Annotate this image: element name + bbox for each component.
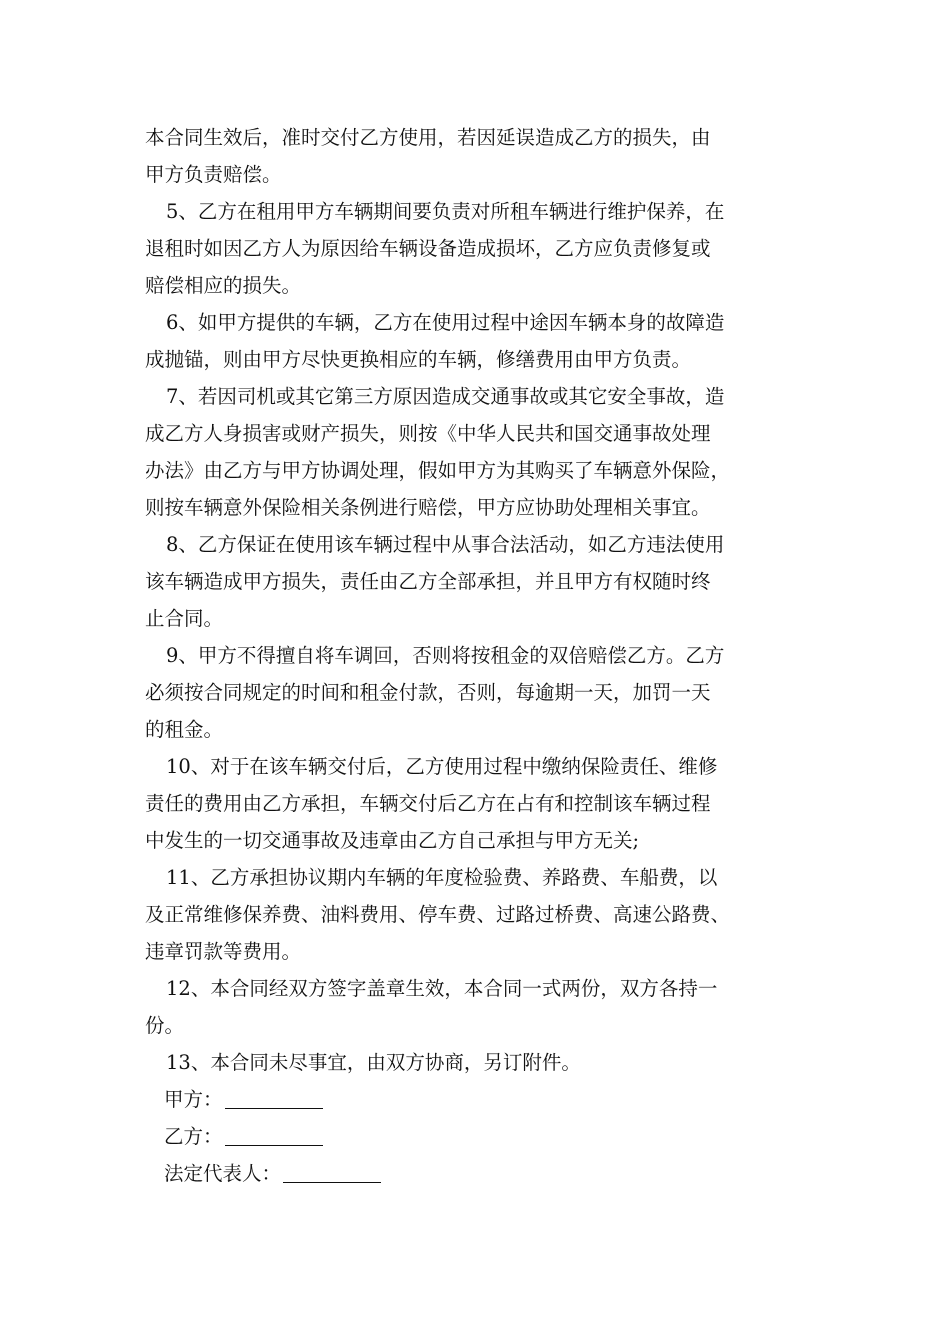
text-line: 12、本合同经双方签字盖章生效，本合同一式两份，双方各持一: [166, 977, 718, 1000]
contract-body: [145, 119, 825, 1081]
text-line: 的租金。: [145, 718, 224, 741]
clause-paragraph: [145, 526, 825, 637]
clause-paragraph: [145, 304, 825, 378]
clause-paragraph: [145, 378, 825, 526]
text-line: 则按车辆意外保险相关条例进行赔偿，甲方应协助处理相关事宜。: [145, 496, 711, 519]
clause-paragraph: [145, 748, 825, 859]
signature-block: [145, 1081, 825, 1192]
text-line: 8、乙方保证在使用该车辆过程中从事合法活动，如乙方违法使用: [166, 533, 725, 556]
signature-blank[interactable]: [225, 1123, 323, 1146]
text-line: 份。: [145, 1014, 185, 1037]
signature-line: [145, 1118, 825, 1155]
text-line: 甲方负责赔偿。: [145, 163, 282, 186]
text-line: 止合同。: [145, 607, 224, 630]
text-line: 成抛锚，则由甲方尽快更换相应的车辆，修缮费用由甲方负责。: [145, 348, 692, 371]
text-line: 成乙方人身损害或财产损失，则按《中华人民共和国交通事故处理: [145, 422, 711, 445]
text-line: 7、若因司机或其它第三方原因造成交通事故或其它安全事故，造: [166, 385, 725, 408]
signature-blank[interactable]: [225, 1086, 323, 1109]
signature-label: 甲方：: [164, 1088, 223, 1111]
text-line: 中发生的一切交通事故及违章由乙方自己承担与甲方无关;: [145, 829, 640, 852]
signature-label: 乙方：: [164, 1125, 223, 1148]
text-line: 13、本合同未尽事宜，由双方协商，另订附件。: [166, 1051, 581, 1074]
text-line: 责任的费用由乙方承担，车辆交付后乙方在占有和控制该车辆过程: [145, 792, 711, 815]
clause-paragraph: [145, 637, 825, 748]
text-line: 该车辆造成甲方损失，责任由乙方全部承担，并且甲方有权随时终: [145, 570, 711, 593]
text-line: 赔偿相应的损失。: [145, 274, 302, 297]
clause-paragraph: [145, 859, 825, 970]
text-line: 办法》由乙方与甲方协调处理，假如甲方为其购买了车辆意外保险，: [145, 459, 731, 482]
contract-page: [145, 119, 825, 1192]
text-line: 5、乙方在租用甲方车辆期间要负责对所租车辆进行维护保养，在: [166, 200, 725, 223]
text-line: 违章罚款等费用。: [145, 940, 302, 963]
signature-line: [145, 1081, 825, 1118]
text-line: 6、如甲方提供的车辆，乙方在使用过程中途因车辆本身的故障造: [166, 311, 725, 334]
signature-label: 法定代表人：: [164, 1162, 282, 1185]
text-line: 及正常维修保养费、油料费用、停车费、过路过桥费、高速公路费、: [145, 903, 731, 926]
text-line: 必须按合同规定的时间和租金付款，否则，每逾期一天，加罚一天: [145, 681, 711, 704]
text-line: 10、对于在该车辆交付后，乙方使用过程中缴纳保险责任、维修: [166, 755, 718, 778]
clause-paragraph: [145, 1044, 825, 1081]
signature-blank[interactable]: [283, 1160, 381, 1183]
clause-paragraph: [145, 193, 825, 304]
clause-paragraph: [145, 119, 825, 193]
signature-line: [145, 1155, 825, 1192]
text-line: 11、乙方承担协议期内车辆的年度检验费、养路费、车船费，以: [166, 866, 718, 889]
clause-paragraph: [145, 970, 825, 1044]
text-line: 本合同生效后，准时交付乙方使用，若因延误造成乙方的损失，由: [145, 126, 711, 149]
text-line: 退租时如因乙方人为原因给车辆设备造成损坏，乙方应负责修复或: [145, 237, 711, 260]
text-line: 9、甲方不得擅自将车调回，否则将按租金的双倍赔偿乙方。乙方: [166, 644, 725, 667]
